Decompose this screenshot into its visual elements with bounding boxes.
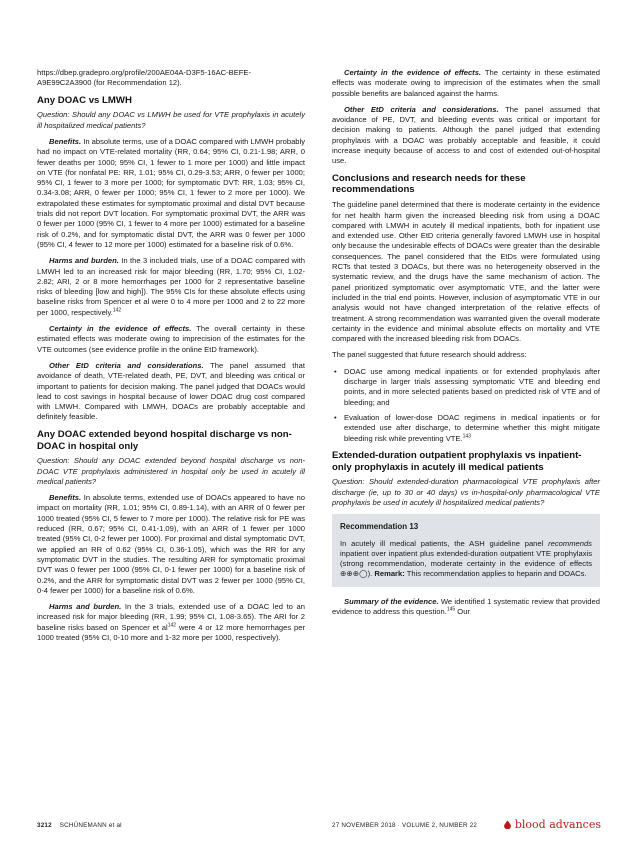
- heading-conclusions: Conclusions and research needs for these recommendations: [332, 172, 526, 196]
- summary-label: Summary of the evidence.: [344, 596, 439, 606]
- recommendation-text-end: inpatient over inpatient plus extended-duration outpatient VTE prophylaxis (strong recommendation, moderate certainty in the evidence of effects ⊕⊕⊕◯).: [340, 548, 592, 579]
- etd-text: The panel assumed that avoidance of PE, DVT, and bleeding events was critical or important for decision making to patients. Although the panel judged that extending prophylaxis with a DOAC was probably acceptable and feasible, it could increase inequity because of access to and cost of extended out-of-hospital use.: [332, 104, 600, 166]
- page-footer: [37, 820, 601, 832]
- url-paragraph: [37, 68, 305, 89]
- benefits-label: Benefits.: [49, 136, 82, 146]
- list-item: [332, 413, 600, 444]
- benefits-label: Benefits.: [49, 493, 82, 503]
- remark-label: Remark:: [374, 569, 405, 579]
- etd-paragraph-2: [332, 105, 600, 167]
- research-intro: The panel suggested that future research should address:: [332, 350, 527, 360]
- harms-label: Harms and burden.: [49, 602, 122, 612]
- etd-text: The panel assumed that avoidance of death, VTE-related death, PE, DVT, and bleeding was critical or important to patients for decision making. The panel judged that DOACs would lead to cost savings in hospital because of lower DOAC drug cost compared with LMWH. Compared with LMWH, DOACs are probably acceptable and definitely feasible.: [37, 360, 305, 422]
- certainty-text: The overall certainty in these estimated effects was moderate owing to imprecision of the estimates for the VTE outcomes (see evidence profile in the online EtD framework).: [37, 324, 305, 354]
- recommendation-verb: recommends: [548, 538, 592, 548]
- citation-ref: 142: [167, 622, 177, 629]
- footer-authors: SCHÜNEMANN et al: [59, 822, 122, 829]
- bullet-icon: •: [334, 412, 337, 422]
- certainty-paragraph-2: [332, 68, 600, 99]
- benefits-paragraph-1: [37, 137, 305, 250]
- citation-ref: 142: [112, 307, 122, 314]
- footer-issue: 27 NOVEMBER 2018 · VOLUME 2, NUMBER 22: [332, 822, 478, 829]
- url-text[interactable]: https://dbep.gradepro.org/profile/200AE04A-D3F5-16AC-BEFE-A9E99C2A3900 (for Recommendation 12).: [37, 68, 252, 88]
- harms-text: In the 3 trials, extended use of a DOAC led to an increased risk for major bleeding (RR, 1.99; 95% CI, 1.08-3.65). The ARI for 2 baseline risks based on Spencer et al: [37, 602, 305, 632]
- question-extended-duration: Question: Should extended-duration pharmacological VTE prophylaxis after discharge (ie, up to 30 or 40 days) vs in-hospital-only pharmacological VTE prophylaxis be used in acutely ill hospitalized medical patients?: [332, 477, 600, 507]
- list-item-text: DOAC use among medical inpatients or for extended prophylaxis after discharge in larger trials assessing symptomatic VTE and bleeding end points, and in more selected patients based on predicted risk of VTE and of bleeding; and: [344, 366, 600, 407]
- certainty-label: Certainty in the evidence of effects.: [49, 324, 192, 334]
- benefits-text: In absolute terms, use of a DOAC compared with LMWH probably had no impact on VTE-related mortality (RR, 0.64; 95% CI, 0.21-1.98; ARR, 0 fewer deaths per 1000; 95% CI, 1 fewer to 1 more per 1000) and little impact on VTE (for nonfatal PE: RR, 1.01; 95% CI, 0.29-3.53; ARR, 0 fewer per 1000; 95% CI, 1 fewer to 3 more per 1000; for symptomatic DVT: RR, 1.03; 95% CI, 0.34-3.08; ARR, 0 fewer per 1000; 95% CI, 1 fewer to 2 more per 1000). We extrapolated these estimates for symptomatic proximal and distal DVT because trials did not report DVT location. For symptomatic proximal DVT, the ARR was 0 fewer per 1000 (95% CI, 1 fewer to 4 more per 1000) estimated for a baseline risk of 0.2%, and for symptomatic distal DVT, the ARR was 0 fewer per 1000 (95% CI, 4 fewer to 12 more per 1000) estimated for a baseline risk of 0.6%.: [37, 136, 305, 249]
- heading-extended-duration: Extended-duration outpatient prophylaxis vs inpatient-only prophylaxis in acutely ill medical patients: [332, 449, 582, 473]
- list-item: [332, 367, 600, 408]
- harms-text-continued: were 4 or 12 more hemorrhages per 1000 treated (95% CI, 0-10 more and 1-32 more per 1000, respectively).: [37, 622, 305, 643]
- etd-paragraph-1: [37, 361, 305, 423]
- summary-paragraph: [332, 597, 600, 618]
- recommendation-text-start: In acutely ill medical patients, the ASH guideline panel: [340, 538, 544, 548]
- journal-name: blood advances: [514, 818, 601, 831]
- recommendation-text: [340, 539, 592, 580]
- question-doac-vs-lmwh: Question: Should any DOAC vs LMWH be used for VTE prophylaxis in acutely ill hospitalized medical patients?: [37, 110, 305, 130]
- etd-label: Other EtD criteria and considerations.: [344, 104, 499, 114]
- summary-tail: Our: [457, 607, 470, 617]
- harms-label: Harms and burden.: [49, 256, 119, 266]
- left-column: [37, 68, 305, 649]
- etd-label: Other EtD criteria and considerations.: [49, 360, 204, 370]
- heading-doac-vs-lmwh: Any DOAC vs LMWH: [37, 94, 132, 106]
- summary-text: We identified 1 systematic review that provided evidence to address this question.: [332, 596, 600, 617]
- journal-brand: [503, 818, 601, 831]
- remark-text: This recommendation applies to heparin and DOACs.: [406, 569, 587, 579]
- benefits-paragraph-2: [37, 493, 305, 596]
- list-item-text: Evaluation of lower-dose DOAC regimens in medical inpatients or for extended use after discharge, to determine whether this might mitigate bleeding risk while preventing VTE.: [344, 412, 600, 443]
- bullet-icon: •: [334, 366, 337, 376]
- recommendation-title: Recommendation 13: [340, 522, 419, 532]
- heading-extended-doac: Any DOAC extended beyond hospital discharge vs non-DOAC in hospital only: [37, 428, 292, 452]
- recommendation-box: [332, 514, 600, 586]
- right-column: [332, 68, 600, 623]
- page-number: 3212: [37, 822, 52, 829]
- question-extended-doac: Question: Should any DOAC extended beyond hospital discharge vs non-DOAC VTE prophylaxis administered in hospital only be used in acutely ill medical patients?: [37, 456, 305, 486]
- citation-ref: 145: [446, 606, 456, 613]
- conclusions-paragraph: The guideline panel determined that there is moderate certainty in the evidence for net health harm given the increased bleeding risk from using a DOAC compared with LMWH in acutely ill medical inpatients, both for inpatient use and extended use. Other EtD criteria generally favored LMWH use in hospital only because the undesirable effects of DOACs were greater than the desirable consequences. The panel considered that the EtDs were formulated using RCTs that tested 3 DOACs, but there was no heterogeneity observed in the systematic review, and the drugs have the same mechanism of action. The panel prioritized symptomatic over asymptomatic VTE, and the latter were included in the trial end points. However, inclusion of asymptomatic VTE in our analysis would not have changed interpretation of the relative effects of treatment. A strong recommendation was warranted given the overall moderate certainty in the evidence and minimal absolute effects on mortality and VTE compared with the increased bleeding risk from DOACs.: [332, 200, 600, 344]
- certainty-text: The certainty in these estimated effects was moderate owing to imprecision of the estimates when the small possible benefits are balanced against the harms.: [332, 68, 600, 98]
- blood-drop-icon: [503, 820, 512, 829]
- certainty-paragraph-1: [37, 324, 305, 355]
- harms-paragraph-2: [37, 602, 305, 643]
- benefits-text: In absolute terms, extended use of DOACs appeared to have no impact on mortality (RR, 1.01; 95% CI, 0.89-1.14), with an ARR of 0 fewer per 1000 treated (95% CI, 5 fewer to 7 more per 1000). The relative risk for PE was reduced (RR, 0.67; 95% CI, 0.41-1.09), with an ARR of 1 fewer per 1000 treated (95% CI, 0-2 fewer per 1000). For proximal and distal symptomatic DVT, we applied an RR of 0.62 (95% CI, 0.36-1.05), which was the RR for any symptomatic DVT in the studies. The resulting ARR for symptomatic proximal DVT was 0 fewer per 1000 (95% CI, 0-1 fewer per 1000) for a baseline risk of 0.2%, and the ARR for symptomatic distal DVT was 2 fewer per 1000 (95% CI, 0-4 fewer per 1000) for a baseline risk of 0.6%.: [37, 493, 305, 595]
- harms-paragraph-1: [37, 256, 305, 318]
- certainty-label: Certainty in the evidence of effects.: [344, 68, 482, 77]
- footer-left: [37, 822, 122, 829]
- research-needs-list: [332, 367, 600, 444]
- citation-ref: 143: [462, 432, 471, 439]
- harms-text: In the 3 included trials, use of a DOAC compared with LMWH led to an increased risk for major bleeding (RR, 1.70; 95% CI, 1.02-2.82; ARI, 2 or 8 more hemorrhages per 1000 for 2 representative baseline risks of bleeding [low and high]). The 95% CIs for these absolute effects using baseline risks from Spencer et al were 0 to 4 more per 1000 and 2 to 22 more per 1000, respectively.: [37, 256, 305, 317]
